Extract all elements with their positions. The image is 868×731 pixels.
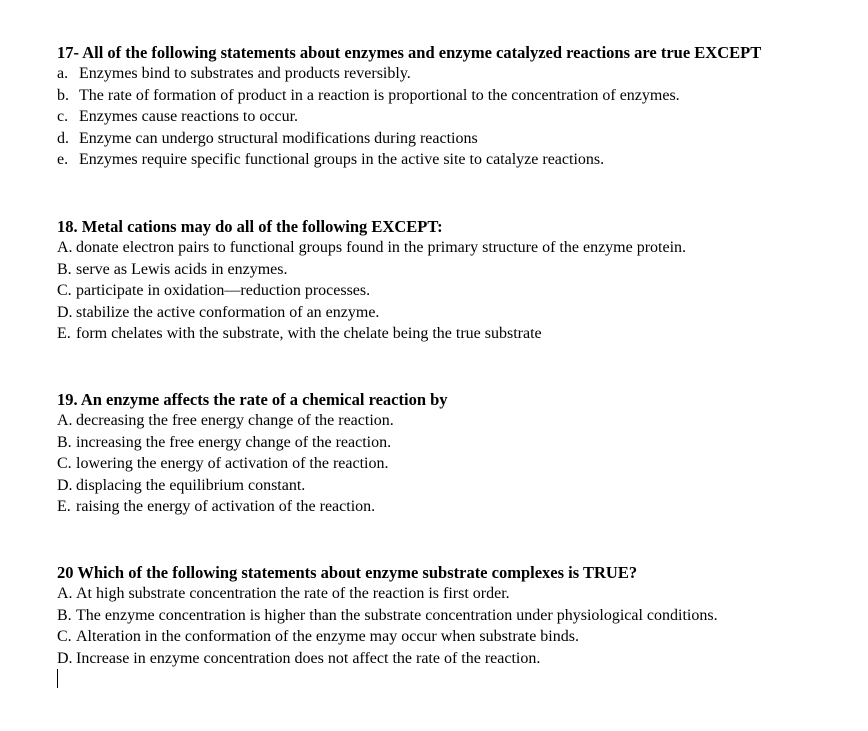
- option-b: [57, 259, 857, 281]
- option-text: donate electron pairs to functional groups found in the primary structure of the enzyme protein.: [76, 239, 687, 256]
- option-text: Enzymes bind to substrates and products reversibly.: [79, 65, 411, 82]
- option-d: [57, 475, 857, 497]
- option-d: [57, 648, 857, 670]
- option-text: serve as Lewis acids in enzymes.: [76, 260, 288, 278]
- option-marker: C.: [57, 455, 72, 472]
- option-marker: d.: [57, 129, 69, 147]
- option-a: [57, 410, 857, 432]
- option-marker: A.: [57, 585, 73, 602]
- option-a: [57, 63, 857, 85]
- option-marker: B.: [57, 433, 72, 451]
- option-marker: D.: [57, 476, 73, 494]
- option-marker: C.: [57, 628, 72, 645]
- option-text: Alteration in the conformation of the enzyme may occur when substrate binds.: [76, 628, 579, 645]
- question-18: [57, 216, 857, 345]
- option-e: [57, 323, 857, 345]
- option-text: stabilize the active conformation of an enzyme.: [76, 303, 380, 321]
- option-text: Enzymes cause reactions to occur.: [79, 108, 299, 125]
- option-marker: A.: [57, 412, 73, 429]
- option-text: lowering the energy of activation of the reaction.: [76, 455, 389, 472]
- option-text: increasing the free energy change of the reaction.: [76, 433, 392, 451]
- option-marker: a.: [57, 65, 69, 82]
- option-c: [57, 453, 857, 475]
- question-title: 19. An enzyme affects the rate of a chemical reaction by: [57, 390, 448, 409]
- option-marker: E.: [57, 325, 71, 342]
- option-b: [57, 85, 857, 107]
- question-title: 18. Metal cations may do all of the following EXCEPT:: [57, 217, 443, 236]
- option-d: [57, 302, 857, 324]
- question-title: 20 Which of the following statements about enzyme substrate complexes is TRUE?: [57, 563, 638, 582]
- option-text: decreasing the free energy change of the reaction.: [76, 412, 394, 429]
- option-marker: A.: [57, 239, 73, 256]
- option-text: Enzyme can undergo structural modifications during reactions: [79, 129, 478, 147]
- option-marker: e.: [57, 151, 69, 168]
- option-text: raising the energy of activation of the reaction.: [76, 498, 376, 515]
- option-b: [57, 432, 857, 454]
- question-20: [57, 562, 857, 669]
- option-c: [57, 626, 857, 648]
- option-c: [57, 106, 857, 128]
- question-19: [57, 389, 857, 518]
- option-marker: b.: [57, 86, 69, 104]
- option-text: Increase in enzyme concentration does not affect the rate of the reaction.: [76, 649, 541, 667]
- option-text: The rate of formation of product in a reaction is proportional to the concentration of enzymes.: [79, 86, 680, 104]
- option-a: [57, 237, 857, 259]
- text-cursor[interactable]: [57, 669, 58, 688]
- option-marker: c.: [57, 108, 69, 125]
- option-marker: E.: [57, 498, 71, 515]
- option-marker: B.: [57, 260, 72, 278]
- option-e: [57, 496, 857, 518]
- option-c: [57, 280, 857, 302]
- question-17: [57, 42, 857, 171]
- option-text: At high substrate concentration the rate of the reaction is first order.: [76, 585, 510, 602]
- option-text: Enzymes require specific functional groups in the active site to catalyze reactions.: [79, 151, 605, 168]
- option-marker: C.: [57, 282, 72, 299]
- option-d: [57, 128, 857, 150]
- option-marker: B.: [57, 606, 72, 624]
- question-title: 17- All of the following statements about enzymes and enzyme catalyzed reactions are true EXCEPT: [57, 43, 762, 62]
- option-text: form chelates with the substrate, with the chelate being the true substrate: [76, 325, 542, 342]
- option-e: [57, 149, 857, 171]
- option-a: [57, 583, 857, 605]
- option-b: [57, 605, 857, 627]
- option-marker: D.: [57, 649, 73, 667]
- option-text: The enzyme concentration is higher than the substrate concentration under physiological conditions.: [76, 606, 718, 624]
- option-marker: D.: [57, 303, 73, 321]
- option-text: displacing the equilibrium constant.: [76, 476, 306, 494]
- option-text: participate in oxidation—reduction processes.: [76, 282, 371, 299]
